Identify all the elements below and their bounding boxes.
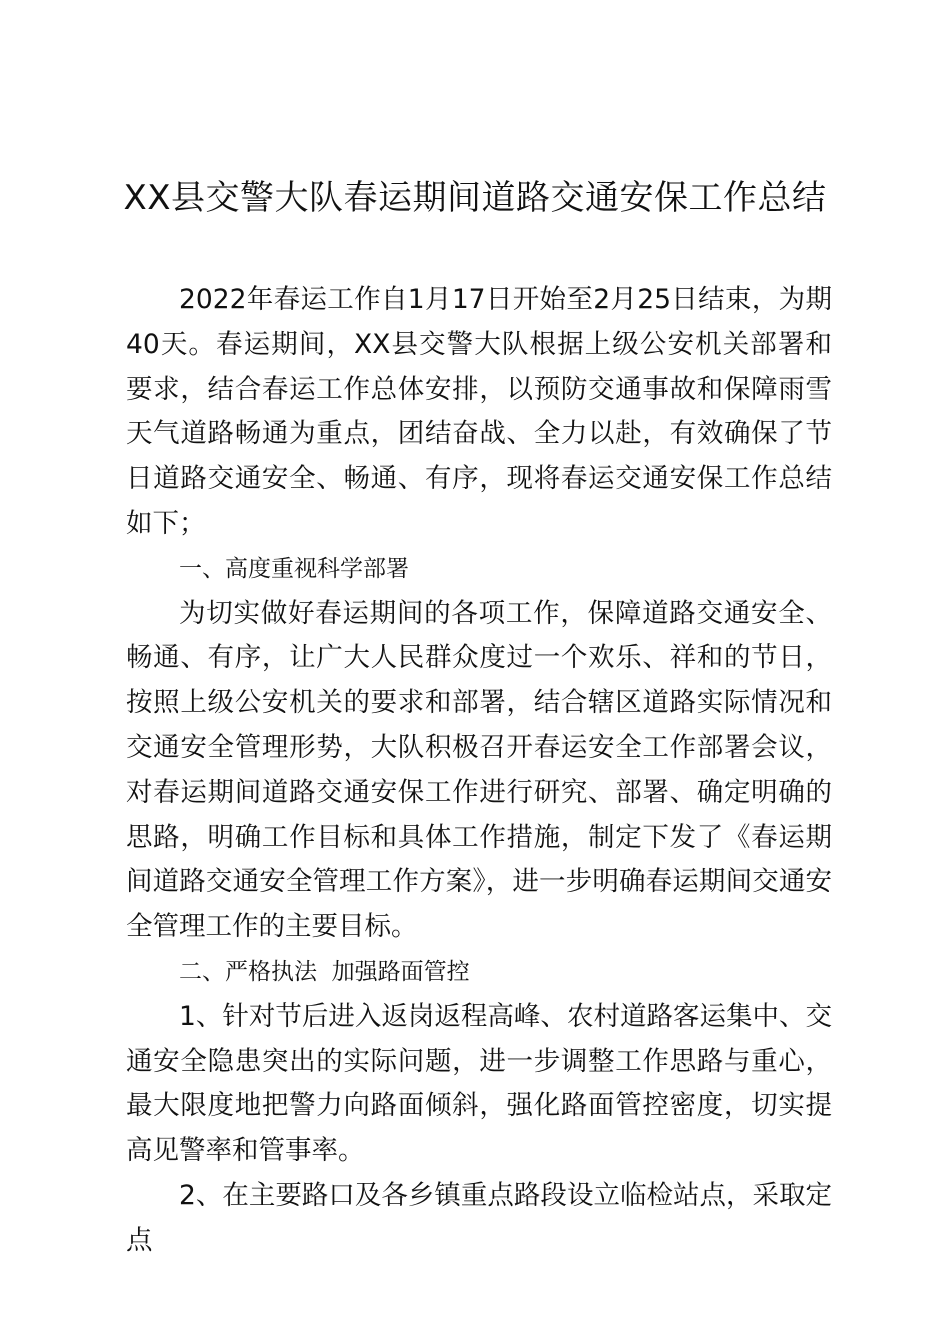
section-1-paragraph: 为切实做好春运期间的各项工作，保障道路交通安全、畅通、有序，让广大人民群众度过一个欢乐、祥和的节日，按照上级公安机关的要求和部署，结合辖区道路实际情况和交通安全管理形势，大队积极召开春运安全工作部署会议，对春运期间道路交通安保工作进行研究、部署、确定明确的思路，明确工作目标和具体工作措施，制定下发了《春运期间道路交通安全管理工作方案》，进一步明确春运期间交通安全管理工作的主要目标。 [126, 597, 832, 943]
section-heading-2: 二、严格执法 加强路面管控 [179, 958, 470, 985]
document-body [126, 278, 832, 1264]
intro-paragraph: 2022年春运工作自1月17日开始至2月25日结束，为期40天。春运期间，XX县交警大队根据上级公安机关部署和要求，结合春运工作总体安排，以预防交通事故和保障雨雪天气道路畅通为重点，团结奋战、全力以赴，有效确保了节日道路交通安全、畅通、有序，现将春运交通安保工作总结如下； [126, 284, 832, 539]
section-heading-1: 一、高度重视科学部署 [179, 555, 409, 582]
document-title: XX县交警大队春运期间道路交通安保工作总结 [123, 178, 827, 218]
section-2-item-2: 2、在主要路口及各乡镇重点路段设立临检站点，采取定点 [126, 1179, 832, 1256]
section-2-item-1: 1、针对节后进入返岗返程高峰、农村道路客运集中、交通安全隐患突出的实际问题，进一步调整工作思路与重心，最大限度地把警力向路面倾斜，强化路面管控密度，切实提高见警率和管事率。 [126, 1000, 832, 1167]
